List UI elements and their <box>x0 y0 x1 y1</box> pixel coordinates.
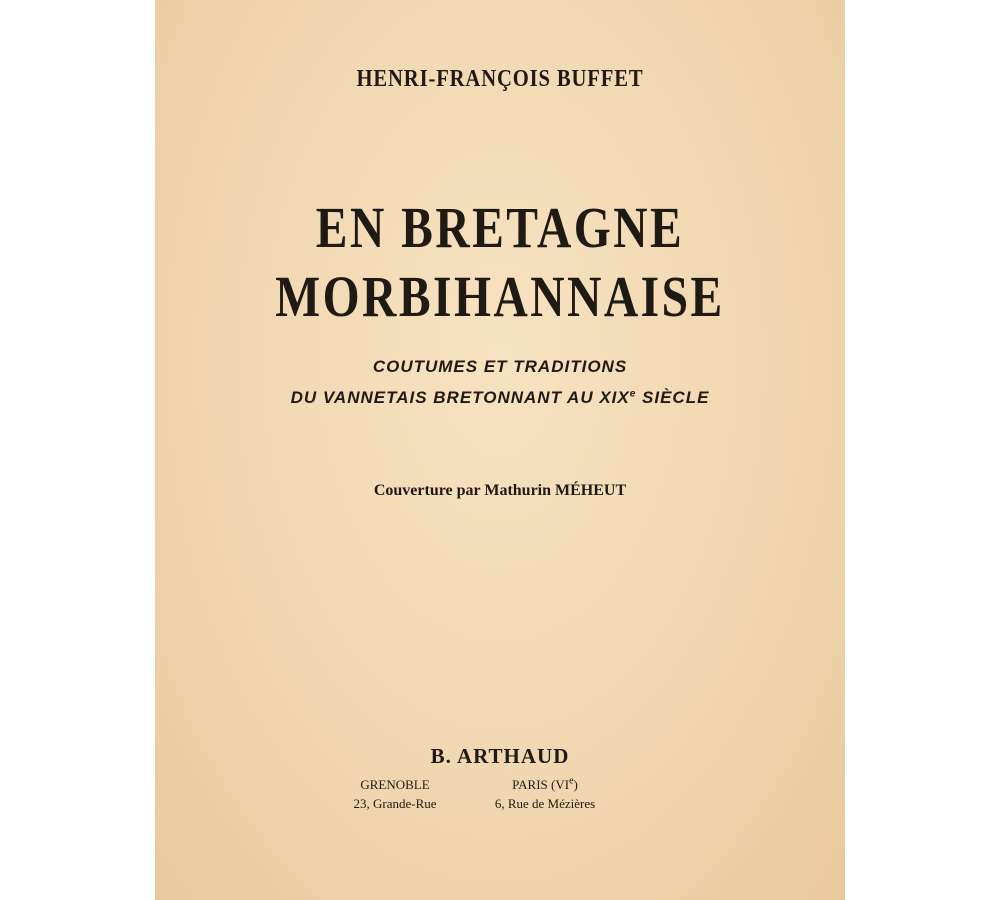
author-name: HENRI-FRANÇOIS BUFFET <box>356 66 644 92</box>
subtitle-line-2-end: SIÈCLE <box>636 388 710 407</box>
book-title-line-1: EN BRETAGNE <box>315 195 685 260</box>
book-title-line-2: MORBIHANNAISE <box>275 264 725 329</box>
publisher-address-left: 23, Grande-Rue <box>353 796 437 811</box>
cover-credit <box>155 482 845 500</box>
subtitle-line-2 <box>155 388 845 408</box>
publisher-city-right-end: ) <box>573 777 578 792</box>
publisher-city-superscript: e <box>569 775 574 787</box>
cover-credit-prefix: Couverture par Mathurin <box>373 482 556 499</box>
subtitle-superscript: e <box>629 388 637 400</box>
title-page <box>155 0 845 900</box>
publisher-city-right-text: PARIS (VI <box>512 777 570 792</box>
publisher-address-right: 6, Rue de Mézières <box>494 796 596 811</box>
publisher-name: B. ARTHAUD <box>430 744 570 768</box>
subtitle-line-2-text: DU VANNETAIS BRETONNANT AU XIX <box>290 388 630 407</box>
illustrator-name: MÉHEUT <box>555 482 627 499</box>
publisher-city-right <box>480 777 610 793</box>
subtitle-line-1: COUTUMES ET TRADITIONS <box>372 357 628 376</box>
publisher-city-left: GRENOBLE <box>360 777 430 792</box>
